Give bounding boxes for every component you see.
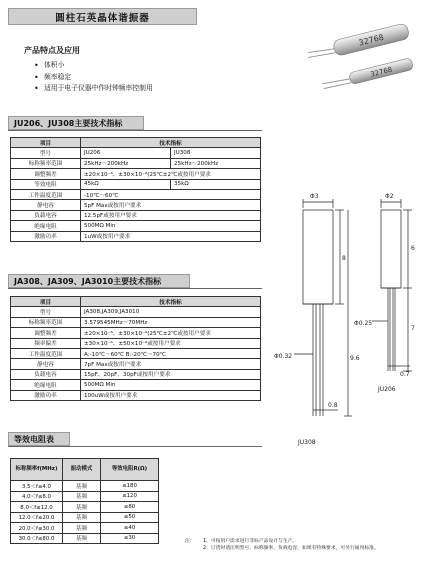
table-row [11, 380, 261, 390]
esr-heading-bar [8, 432, 70, 446]
col-item: 项目 [11, 138, 81, 148]
cell-res: ≤30 [101, 533, 159, 544]
note-text: 可按用户需求进行非标产品设计与生产。 [210, 539, 298, 544]
note-prefix: 注： [185, 539, 195, 544]
cell-value: ±20×10⁻⁶、±30×10⁻⁶(25℃±2℃或按用户要求 [81, 169, 261, 179]
table-row [11, 369, 261, 379]
section1-heading-bar [8, 116, 144, 130]
col-spec: 技术指标 [81, 138, 261, 148]
footnotes [185, 538, 379, 552]
ju308-length-label: 8 [342, 255, 346, 262]
row-label: 工作温度范围 [11, 348, 81, 358]
row-label: 调整频差 [11, 328, 81, 338]
ja-spec-table [10, 296, 261, 401]
cell-freq: 20.0＜f≤30.0 [11, 523, 63, 534]
note-number: 2、 [203, 546, 211, 551]
cell-value: 100uW或按用户要求 [81, 390, 261, 400]
table-row [11, 348, 261, 358]
photo-label-upper: 32768 [357, 32, 385, 48]
cell-mode: 基频 [63, 502, 101, 513]
cell-value: 25kHz～200kHz [81, 158, 171, 168]
cell-value: 3.579545MHz～70MHz [81, 317, 261, 327]
page-title: 圆柱石英晶体谐振器 [55, 12, 150, 24]
table-row [11, 158, 261, 168]
cell-res: ≤180 [101, 481, 159, 492]
table-row [11, 169, 261, 179]
row-label: 静电容 [11, 359, 81, 369]
row-label: 工作温度范围 [11, 189, 81, 199]
section1-divider [8, 130, 262, 131]
ju308-dia-label: Φ3 [310, 193, 319, 200]
cell-res: ≤120 [101, 491, 159, 502]
row-label: 标称频率范围 [11, 317, 81, 327]
cell-value: 5pF Max或按用户要求 [81, 200, 261, 210]
row-label: 标称频率范围 [11, 158, 81, 168]
row-label: 调整频差 [11, 169, 81, 179]
cell-res: ≤50 [101, 512, 159, 523]
cell-value: ±20×10⁻⁶、±30×10⁻⁶(25℃±2℃或按用户要求 [81, 328, 261, 338]
table-row [11, 533, 159, 544]
cell-value: -10℃～60℃ [81, 189, 261, 199]
esr-table [10, 458, 159, 544]
cell-freq: 30.0＜f≤80.0 [11, 533, 63, 544]
cell-mode: 基频 [63, 491, 101, 502]
row-label: 静电容 [11, 200, 81, 210]
dimension-drawing [268, 188, 433, 450]
cell-value: 500MΩ Min [81, 221, 261, 231]
section2-heading-bar [8, 274, 190, 288]
cell-mode: 基频 [63, 512, 101, 523]
note-row [185, 545, 379, 552]
table-row [11, 481, 159, 492]
cell-res: ≤40 [101, 523, 159, 534]
cell-res: ≤80 [101, 502, 159, 513]
crystal-product-photo [308, 8, 428, 112]
ju206-lead-dia-label: Φ0.25 [354, 320, 373, 327]
cell-mode: 基频 [63, 481, 101, 492]
feature-item: • 体积小 [34, 60, 153, 72]
cell-value: 45kΩ [81, 179, 171, 189]
table-row [11, 502, 159, 513]
row-label: 激励功率 [11, 390, 81, 400]
ju308-pitch-label: 0.8 [328, 402, 338, 409]
cell-value: ±30×10⁻⁶、±50×10⁻⁶或按用户要求 [81, 338, 261, 348]
ju308-name-label: JU308 [298, 439, 316, 446]
cell-value: 12.5pF或按用户要求 [81, 210, 261, 220]
cell-freq: 12.0＜f≤20.0 [11, 512, 63, 523]
table-row [11, 210, 261, 220]
cell-value: 25kHz～200kHz [171, 158, 261, 168]
cell-value: 7pF Max或按用户要求 [81, 359, 261, 369]
cell-value: A:-10℃～60℃ B:-20℃～70℃ [81, 348, 261, 358]
table-row [11, 317, 261, 327]
table-row [11, 359, 261, 369]
ju206-dia-label: Φ2 [385, 193, 394, 200]
table-row [11, 148, 261, 158]
ju206-pitch-label: 0.7 [400, 371, 410, 378]
table-row [11, 512, 159, 523]
col-freq: 标称频率f(MHz) [11, 459, 63, 481]
cell-value: JA308,JA309,JA3010 [81, 307, 261, 317]
feature-item: • 频率稳定 [34, 72, 153, 84]
cell-freq: 4.0＜f≤8.0 [11, 491, 63, 502]
table-header-row [11, 297, 261, 307]
section1-heading: JU206、JU308主要技术指标 [14, 118, 123, 128]
cell-value: 500MΩ Min [81, 380, 261, 390]
esr-divider [8, 446, 262, 447]
table-row [11, 338, 261, 348]
row-label: 负载电容 [11, 210, 81, 220]
row-label: 负载电容 [11, 369, 81, 379]
cell-value: 1uW或按用户要求 [81, 231, 261, 241]
cell-value: JU206 [81, 148, 171, 158]
row-label: 激励功率 [11, 231, 81, 241]
row-label: 绝缘电阻 [11, 221, 81, 231]
table-row [11, 328, 261, 338]
row-label: 型号 [11, 148, 81, 158]
ju308-total-length-label: 9.6 [350, 355, 360, 362]
photo-label-lower: 32768 [369, 65, 394, 79]
table-header-row [11, 138, 261, 148]
col-res: 等效电阻R(Ω) [101, 459, 159, 481]
cell-freq: 8.0＜f≤12.0 [11, 502, 63, 513]
ju206-name-label: JU206 [378, 386, 396, 393]
section2-divider [8, 288, 262, 289]
cell-mode: 基频 [63, 533, 101, 544]
row-label: 型号 [11, 307, 81, 317]
features-list [34, 60, 153, 95]
table-row [11, 189, 261, 199]
row-label: 绝缘电阻 [11, 380, 81, 390]
cell-value: 15pF、20pF、30pF或按用户要求 [81, 369, 261, 379]
table-row [11, 200, 261, 210]
table-row [11, 491, 159, 502]
features-heading: 产品特点及应用 [24, 46, 80, 55]
table-row [11, 179, 261, 189]
table-row [11, 221, 261, 231]
table-row [11, 523, 159, 534]
table-row [11, 390, 261, 400]
note-text: 订货时请注明型号、标称频率、负载电容，如果有特殊要求，可另行通用标准。 [210, 546, 379, 551]
row-label: 频率偏差 [11, 338, 81, 348]
ju308-lead-dia-label: Φ0.32 [274, 353, 293, 360]
table-header-row [11, 459, 159, 481]
cell-value: 35kΩ [171, 179, 261, 189]
ju206-lead-length-label: 7 [411, 325, 415, 332]
table-row [11, 231, 261, 241]
feature-item: • 适用于电子仪器中作时钟频率控制用 [34, 83, 153, 95]
col-mode: 振动模式 [63, 459, 101, 481]
cell-mode: 基频 [63, 523, 101, 534]
ju-spec-table [10, 137, 261, 242]
ju206-length-label: 6 [411, 245, 415, 252]
section2-heading: JA308、JA309、JA3010主要技术指标 [14, 276, 162, 286]
col-item: 项目 [11, 297, 81, 307]
esr-heading: 等效电阻表 [14, 434, 54, 444]
page-title-bar [8, 8, 197, 25]
note-number: 1、 [203, 539, 211, 544]
table-row [11, 307, 261, 317]
note-row [185, 538, 379, 545]
cell-freq: 3.5＜f≤4.0 [11, 481, 63, 492]
row-label: 等效电阻 [11, 179, 81, 189]
cell-value: JU308 [171, 148, 261, 158]
col-spec: 技术指标 [81, 297, 261, 307]
